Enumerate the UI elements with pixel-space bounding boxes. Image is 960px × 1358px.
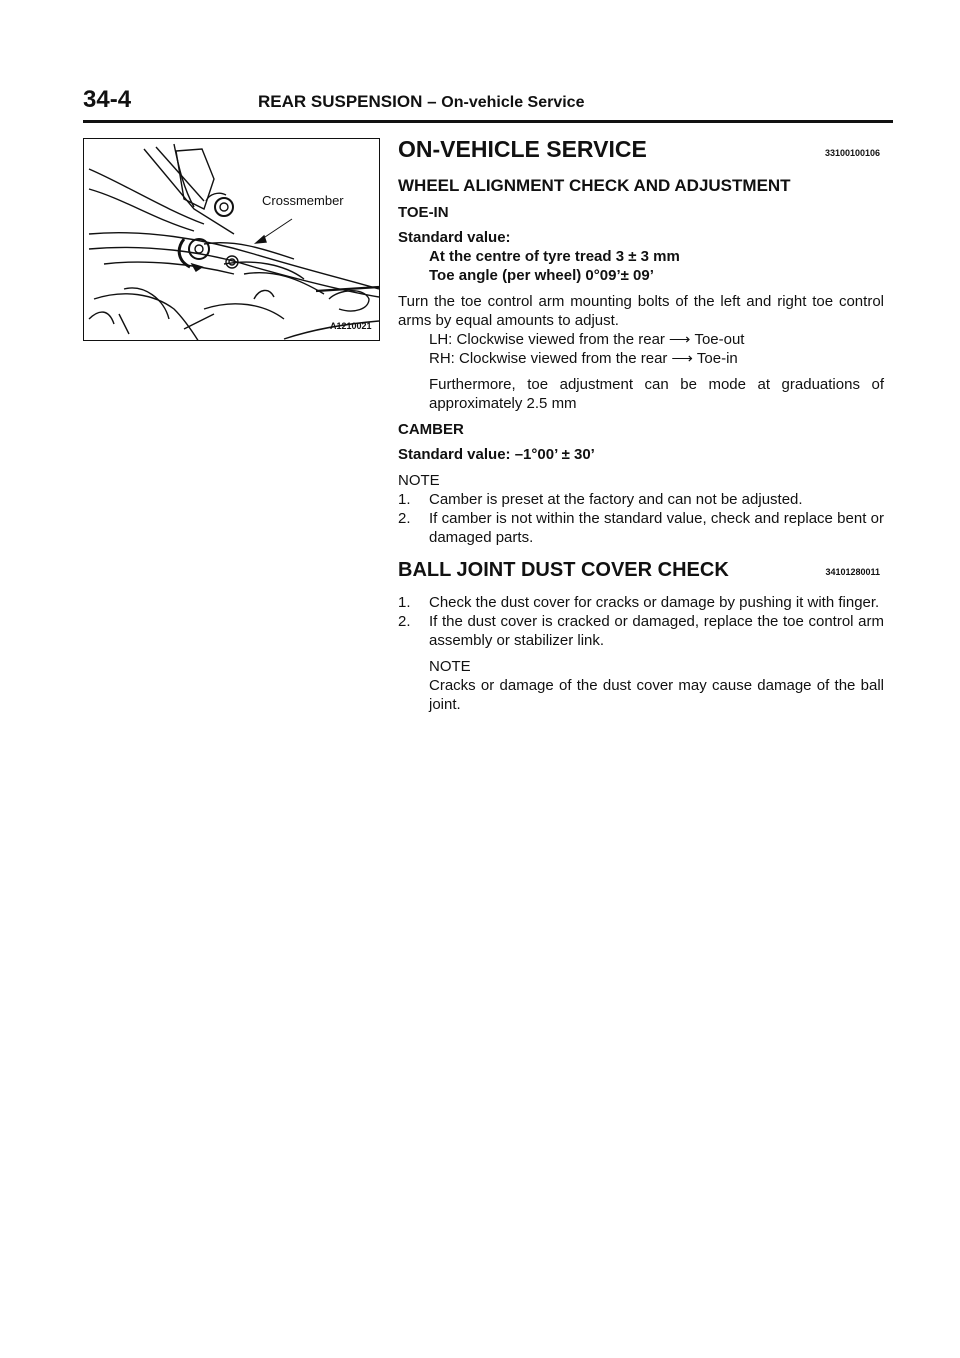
lh-text: LH: Clockwise viewed from the rear: [429, 331, 665, 348]
toe-in-value-1: At the centre of tyre tread 3 ± 3 mm: [429, 248, 680, 265]
section-title: ON-VEHICLE SERVICE: [398, 136, 647, 162]
header-subtitle: On-vehicle Service: [441, 94, 585, 111]
ball-joint-code: 34101280011: [825, 567, 880, 577]
arrow-right-icon: ⟶: [671, 350, 693, 367]
item-text: If camber is not within the standard value, check and replace bent or damaged parts.: [429, 510, 884, 546]
ball-joint-heading: BALL JOINT DUST COVER CHECK: [398, 559, 729, 581]
ball-joint-header: [398, 559, 884, 593]
ball-joint-note-text: Cracks or damage of the dust cover may cause damage of the ball joint.: [429, 677, 884, 713]
header-dash: –: [422, 92, 442, 111]
arrow-right-icon: ⟶: [668, 331, 691, 348]
crossmember-label: Crossmember: [262, 193, 344, 208]
lh-direction: [398, 330, 884, 349]
rh-text: RH: Clockwise viewed from the rear: [429, 350, 668, 367]
item-number: 2.: [398, 613, 411, 630]
ball-joint-item: [398, 612, 884, 650]
figure-code: A1210021: [330, 321, 372, 331]
lh-result: Toe-out: [694, 331, 745, 348]
item-number: 1.: [398, 491, 411, 508]
item-number: 2.: [398, 510, 411, 527]
header-title: [258, 92, 584, 112]
section-header: [398, 136, 884, 170]
rh-result: Toe-in: [696, 350, 738, 367]
toe-in-value-2: Toe angle (per wheel) 0°09’± 09’: [429, 267, 654, 284]
page-number: 34-4: [83, 86, 132, 113]
toe-in-instruction: Turn the toe control arm mounting bolts of the left and right toe control arms by equal amounts to adjust.: [398, 293, 884, 329]
toe-in-standard-label: Standard value:: [398, 229, 511, 246]
rh-direction: [398, 349, 884, 368]
crossmember-illustration: [83, 138, 380, 341]
crossmember-drawing: [84, 139, 380, 341]
item-text: Check the dust cover for cracks or damage by pushing it with finger.: [429, 594, 880, 611]
camber-standard: Standard value: –1°00’ ± 30’: [398, 446, 595, 463]
main-content: [398, 136, 884, 714]
page-header: [83, 86, 893, 123]
camber-note-item: [398, 509, 884, 547]
ball-joint-note-label: NOTE: [429, 658, 471, 675]
camber-note-item: [398, 490, 884, 509]
camber-note-label: NOTE: [398, 472, 440, 489]
wheel-alignment-heading: WHEEL ALIGNMENT CHECK AND ADJUSTMENT: [398, 176, 791, 195]
toe-in-heading: TOE-IN: [398, 204, 449, 221]
ball-joint-item: [398, 593, 884, 612]
section-code: 33100100106: [824, 148, 880, 158]
camber-heading: CAMBER: [398, 421, 464, 438]
header-title-main: REAR SUSPENSION: [258, 92, 423, 111]
item-text: Camber is preset at the factory and can not be adjusted.: [429, 491, 803, 508]
item-text: If the dust cover is cracked or damaged, replace the toe control arm assembly or stabilizer link.: [429, 613, 884, 649]
item-number: 1.: [398, 594, 411, 611]
toe-in-further-note: Furthermore, toe adjustment can be mode at graduations of approximately 2.5 mm: [429, 376, 884, 412]
